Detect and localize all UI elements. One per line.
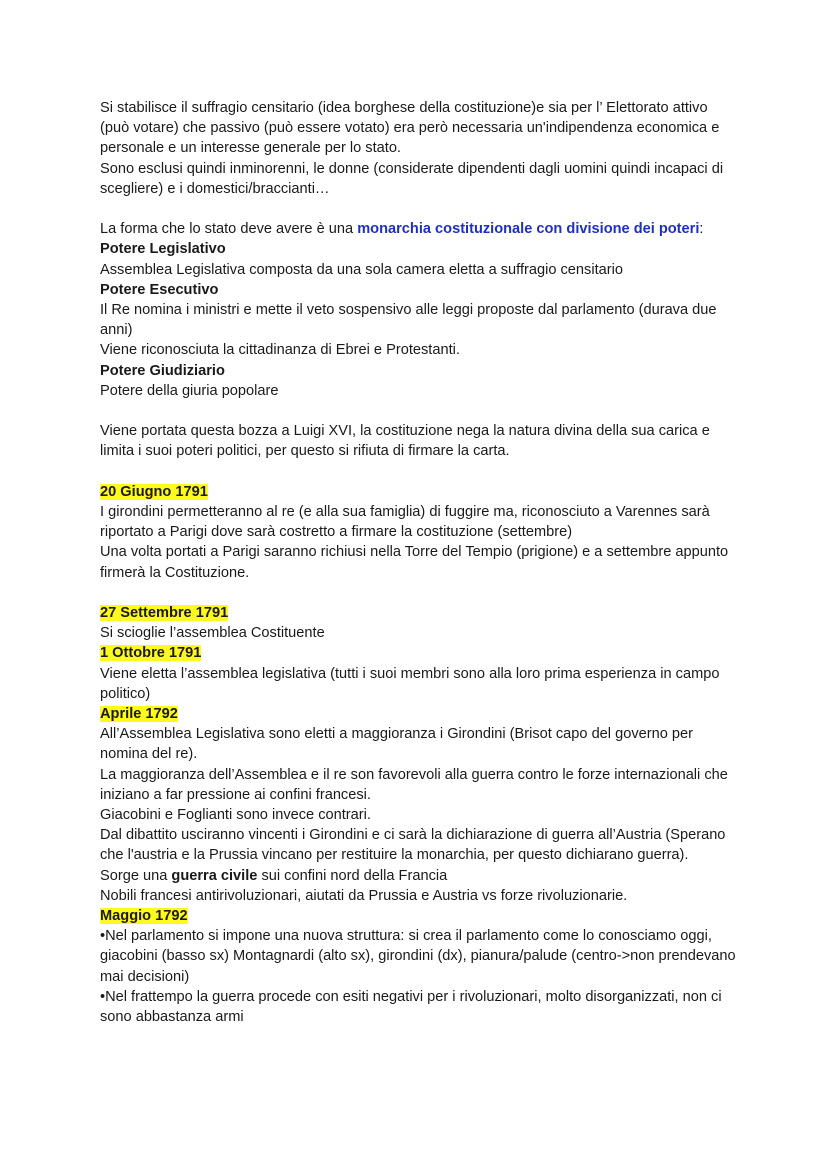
potere-legislativo-heading: Potere Legislativo [100,241,226,258]
spacer [100,401,740,421]
date-heading-giugno-1791 [100,482,740,502]
forma-highlight: monarchia costituzionale con divisione dei poteri [357,221,700,238]
bozza-paragraph: Viene portata questa bozza a Luigi XVI, la costituzione nega la natura divina della sua carica e limita i suoi poteri politici, per questo si rifiuta di firmare la carta. [100,423,710,460]
aprile-paragraph-5 [100,866,740,886]
potere-esecutivo-heading: Potere Esecutivo [100,281,219,298]
spacer [100,199,740,219]
document-page [100,98,740,1027]
aprile-paragraph-3: Giacobini e Foglianti sono invece contrari. [100,807,371,824]
aprile-p5-after: sui confini nord della Francia [257,867,448,884]
forma-paragraph [100,219,740,239]
date-heading-settembre-1791 [100,603,740,623]
giugno-paragraph-2: Una volta portati a Parigi saranno richiusi nella Torre del Tempio (prigione) e a settembre appunto firmerà la Costituzione. [100,544,729,581]
date-heading-maggio-1792 [100,906,740,926]
date-highlight: 20 Giugno 1791 [100,483,208,500]
date-highlight: 27 Settembre 1791 [100,605,229,622]
potere-legislativo-text: Assemblea Legislativa composta da una sola camera eletta a suffragio censitario [100,261,623,278]
date-highlight: Maggio 1792 [100,908,188,925]
intro-paragraph-1: Si stabilisce il suffragio censitario (idea borghese della costituzione)e sia per l’ Elettorato attivo (può votare) che passivo (può essere votato) era però necessaria un'indipendenza economica e personale e un interesse generale per lo stato. [100,100,720,157]
date-heading-aprile-1792 [100,704,740,724]
forma-text-after: : [699,221,704,238]
potere-esecutivo-text: Il Re nomina i ministri e mette il veto sospensivo alle leggi proposte dal parlamento (durava due anni) [100,302,717,339]
aprile-paragraph-2: La maggioranza dell’Assemblea e il re son favorevoli alla guerra contro le forze internazionali che iniziano a far pressione ai confini francesi. [100,766,728,803]
potere-giudiziario-heading: Potere Giudiziario [100,362,225,379]
spacer [100,462,740,482]
maggio-paragraph-2: •Nel frattempo la guerra procede con esiti negativi per i rivoluzionari, molto disorganizzati, non ci sono abbastanza armi [100,988,722,1026]
intro-paragraph-2: Sono esclusi quindi inminorenni, le donne (considerate dipendenti dagli uomini quindi incapaci di scegliere) e i domestici/braccianti… [100,160,724,197]
potere-esecutivo-extra: Viene riconosciuta la cittadinanza di Ebrei e Protestanti. [100,342,460,359]
giugno-paragraph-1: I girondini permetteranno al re (e alla sua famiglia) di fuggire ma, riconosciuto a Varennes sarà riportato a Parigi dove sarà costretto a firmare la costituzione (settembre) [100,504,710,541]
aprile-paragraph-4: Dal dibattito usciranno vincenti i Girondini e ci sarà la dichiarazione di guerra all’Austria (Sperano che l'austria e la Prussia vincano per restituire la monarchia, per questo dichiarano guerra). [100,827,726,864]
date-highlight: 1 Ottobre 1791 [100,645,202,662]
maggio-paragraph-1: •Nel parlamento si impone una nuova struttura: si crea il parlamento come lo conosciamo oggi, giacobini (basso sx) Montagnardi (alto sx), girondini (dx), pianura/palude (centro->non prendevano mai decisioni) [100,928,736,985]
aprile-p5-before: Sorge una [100,867,172,884]
aprile-paragraph-1: All’Assemblea Legislativa sono eletti a maggioranza i Girondini (Brisot capo del governo per nomina del re). [100,726,693,763]
aprile-paragraph-6: Nobili francesi antirivoluzionari, aiutati da Prussia e Austria vs forze rivoluzionarie. [100,887,628,904]
ottobre-text: Viene eletta l’assemblea legislativa (tutti i suoi membri sono alla loro prima esperienza in campo politico) [100,665,720,702]
forma-text-before: La forma che lo stato deve avere è una [100,221,358,238]
potere-giudiziario-text: Potere della giuria popolare [100,382,279,399]
spacer [100,583,740,603]
date-highlight: Aprile 1792 [100,706,178,723]
aprile-p5-bold: guerra civile [171,867,258,884]
date-heading-ottobre-1791 [100,643,740,663]
settembre-text: Si scioglie l’assemblea Costituente [100,625,325,642]
